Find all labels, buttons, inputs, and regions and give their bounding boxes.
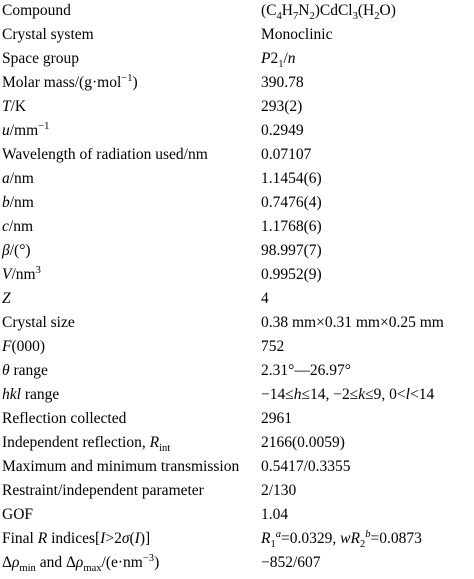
- table-row: [0, 527, 474, 551]
- theta-range-label: θ range: [2, 362, 48, 379]
- beta-label: β/(°): [2, 242, 31, 259]
- table-row: [0, 167, 474, 191]
- absorption-label: $u/mm^{-1}$: [2, 120, 50, 139]
- row-label: Wavelength of radiation used/nm: [2, 146, 208, 163]
- table-row: [0, 23, 474, 47]
- table-row: [0, 263, 474, 287]
- table-row: [0, 503, 474, 527]
- row-label: Reflection collected: [2, 410, 127, 427]
- row-label: GOF: [2, 506, 34, 523]
- table-row: [0, 119, 474, 143]
- table-row: [0, 455, 474, 479]
- compound-formula: $(C_4H_7N_2)CdCl_3(H_2O)$: [261, 2, 396, 23]
- row-value: 0.5417/0.3355: [261, 458, 351, 475]
- row-value: 1.1454(6): [261, 170, 322, 187]
- table-row: [0, 335, 474, 359]
- row-value: 0.9952(9): [261, 266, 322, 283]
- temperature-label: T/K: [2, 98, 27, 115]
- table-row: [0, 71, 474, 95]
- final-r-indices-value: $R_1^a=0.0329$, $wR_2^b=0.0873$: [261, 528, 422, 551]
- row-value: 2166(0.0059): [261, 434, 345, 451]
- space-group-value: $P2_1/n$: [261, 50, 296, 71]
- row-value: 4: [261, 290, 269, 307]
- table-row: [0, 431, 474, 455]
- row-value: Monoclinic: [261, 26, 333, 43]
- hkl-range-value: −14≤h≤14, −2≤k≤9, 0<l<14: [261, 386, 435, 403]
- table-row: [0, 47, 474, 71]
- independent-reflection-label: Independent reflection, $R_{int}$: [2, 434, 171, 455]
- f000-label: F(000): [2, 338, 46, 355]
- row-value: 293(2): [261, 98, 303, 115]
- row-label: Crystal system: [2, 26, 94, 43]
- table-row: [0, 383, 474, 407]
- table-row: [0, 191, 474, 215]
- row-value: −852/607: [261, 554, 321, 571]
- table-row: [0, 143, 474, 167]
- row-label: Crystal size: [2, 314, 75, 331]
- row-value: 0.2949: [261, 122, 304, 139]
- table-row: [0, 287, 474, 311]
- row-value: 1.04: [261, 506, 289, 523]
- table-row: [0, 359, 474, 383]
- cell-b-label: b/nm: [2, 194, 34, 211]
- table-row: [0, 551, 474, 575]
- row-label: Maximum and minimum transmission: [2, 458, 240, 475]
- table-row: [0, 239, 474, 263]
- table-row: [0, 479, 474, 503]
- row-value: 98.997(7): [261, 242, 322, 259]
- row-value: 1.1768(6): [261, 218, 322, 235]
- molar-mass-label: Molar mass/(g·mol$^{-1}$): [2, 72, 138, 91]
- volume-label: $V/nm^3$: [2, 264, 41, 283]
- row-value: 390.78: [261, 74, 304, 91]
- row-value: 2/130: [261, 482, 297, 499]
- row-label: Restraint/independent parameter: [2, 482, 204, 499]
- table-row: [0, 0, 474, 23]
- row-value: 0.07107: [261, 146, 312, 163]
- table-row: [0, 215, 474, 239]
- row-value: 752: [261, 338, 285, 355]
- cell-c-label: c/nm: [2, 218, 34, 235]
- row-value: 2961: [261, 410, 292, 427]
- cell-a-label: a/nm: [2, 170, 34, 187]
- table-row: [0, 311, 474, 335]
- row-label: Compound: [2, 2, 71, 19]
- hkl-range-label: hkl range: [2, 386, 60, 403]
- row-label: Space group: [2, 50, 80, 67]
- row-value: 2.31°—26.97°: [261, 362, 351, 379]
- row-value: 0.7476(4): [261, 194, 322, 211]
- row-label: Z: [2, 290, 11, 307]
- table-row: [0, 95, 474, 119]
- row-value: 0.38 mm×0.31 mm×0.25 mm: [261, 314, 444, 331]
- table-row: [0, 407, 474, 431]
- final-r-indices-label: Final R indices[I>2σ(I)]: [2, 530, 151, 547]
- delta-rho-label: $\Delta\rho_{min}$ and $\Delta\rho_{max}/(e\cdot nm^{-3})$: [2, 552, 160, 575]
